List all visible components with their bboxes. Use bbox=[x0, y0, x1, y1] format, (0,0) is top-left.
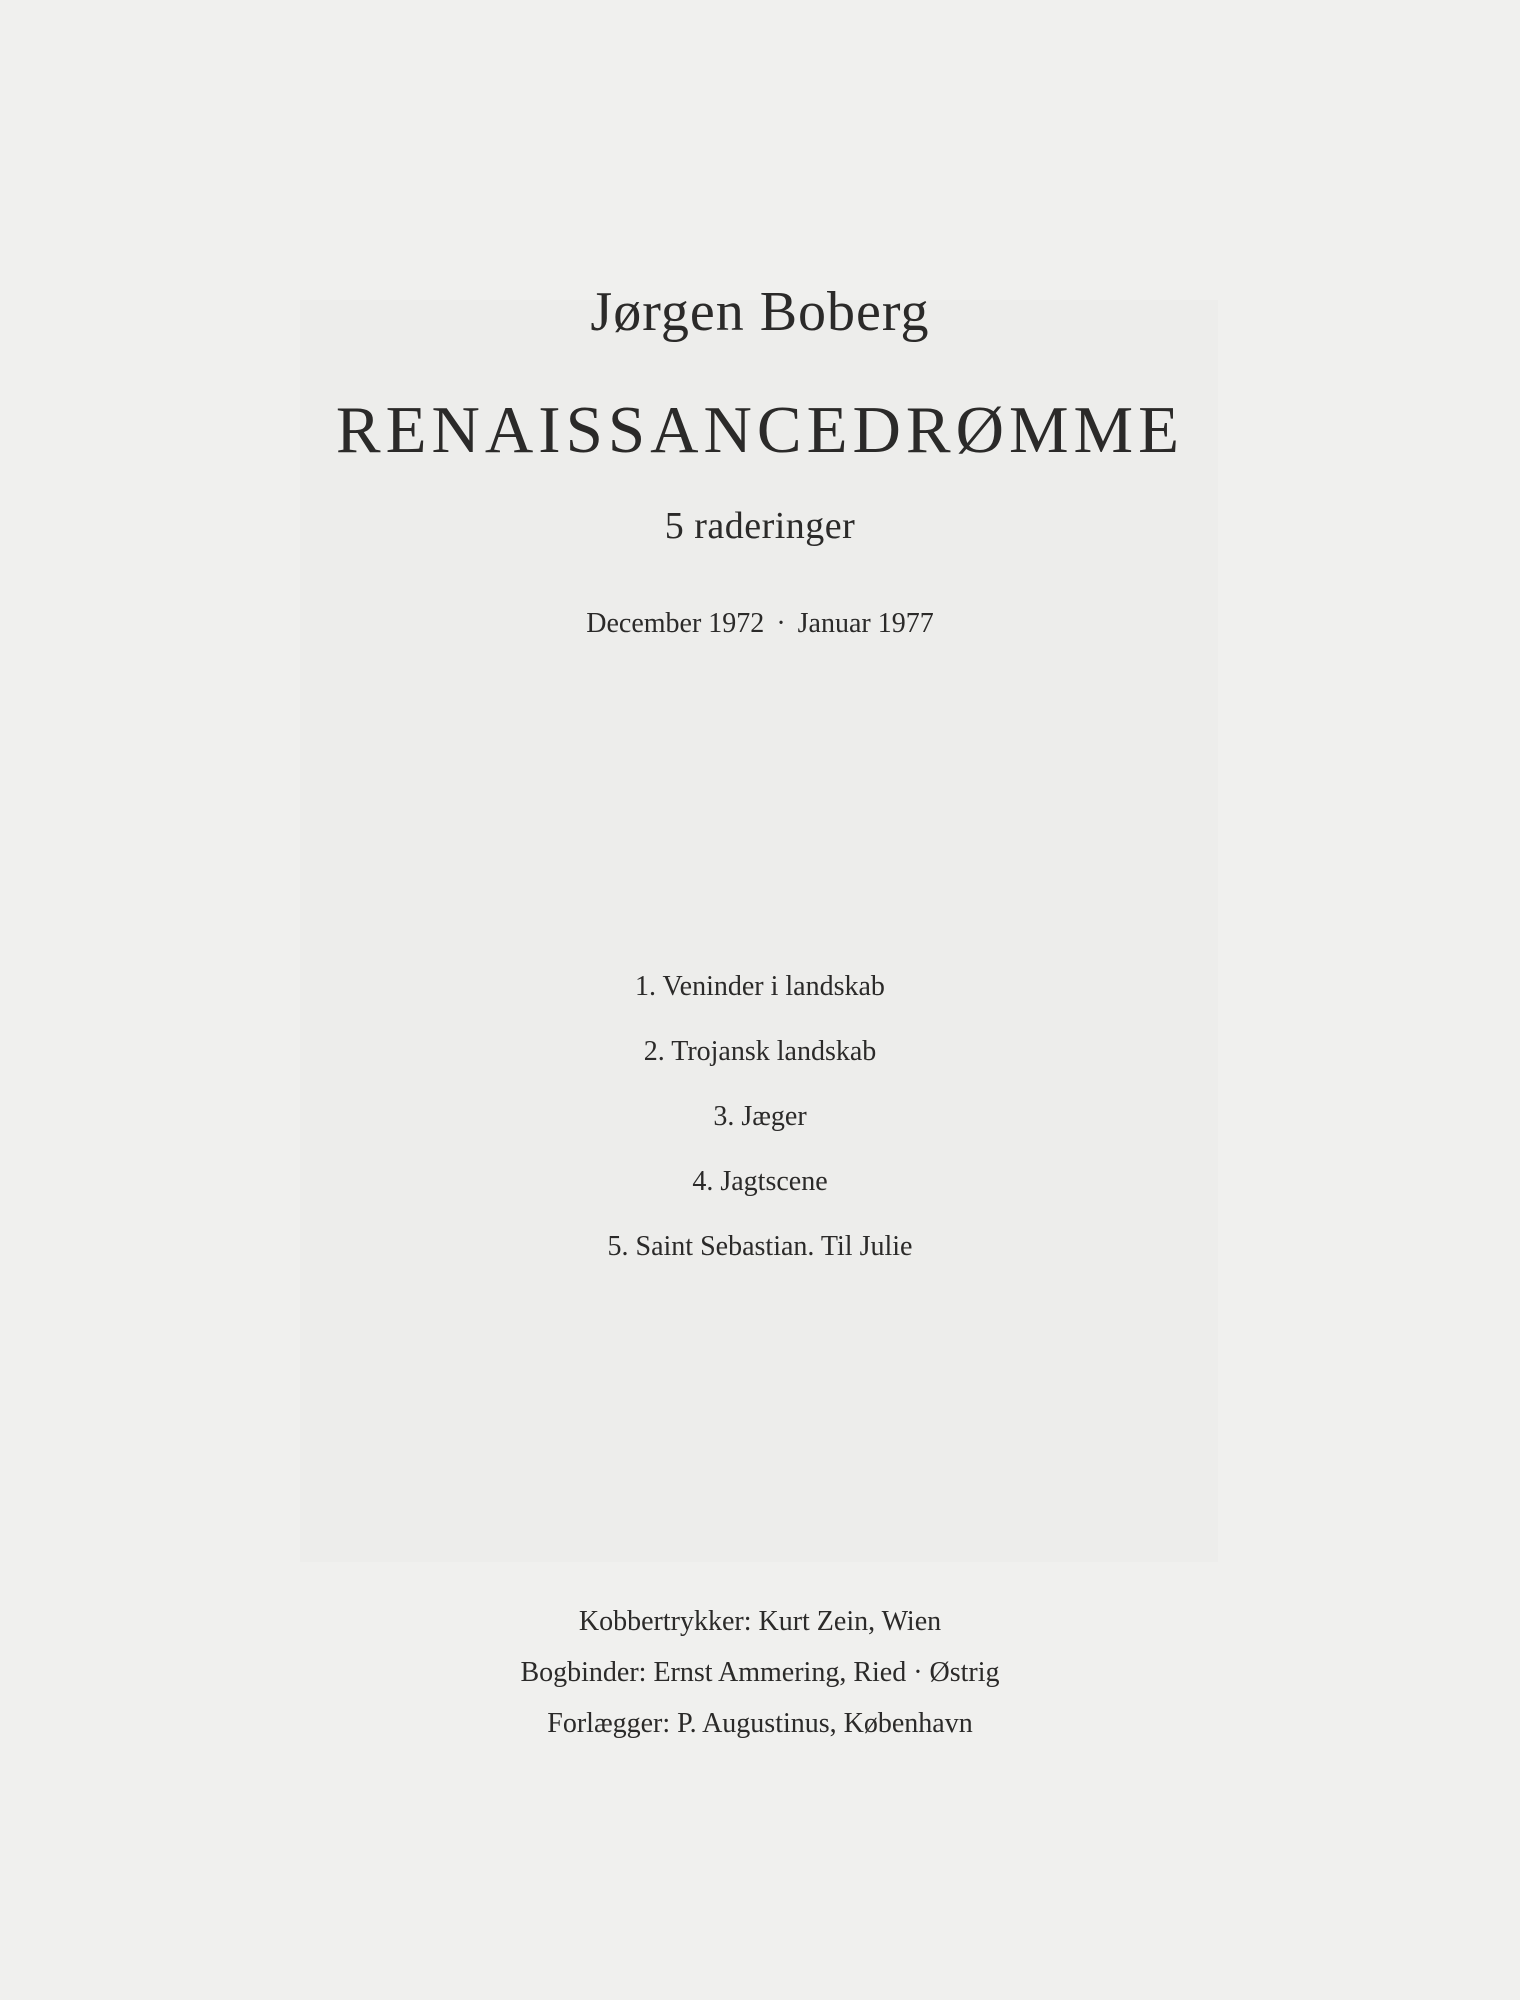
etchings-list bbox=[0, 954, 1520, 1279]
date-start: December 1972 bbox=[586, 608, 765, 639]
date-range bbox=[0, 606, 1520, 642]
plate-mark-area bbox=[300, 300, 1218, 1562]
credit-publisher: Forlægger: P. Augustinus, København bbox=[547, 1708, 973, 1739]
date-separator: · bbox=[776, 608, 786, 639]
credit-printer: Kobbertrykker: Kurt Zein, Wien bbox=[578, 1606, 942, 1637]
list-item: 4. Jagtscene bbox=[692, 1166, 828, 1197]
colophon-credits bbox=[0, 1596, 1520, 1749]
list-item: 1. Veninder i landskab bbox=[635, 971, 885, 1002]
list-item: 2. Trojansk landskab bbox=[643, 1036, 877, 1067]
list-item: 3. Jæger bbox=[713, 1101, 807, 1132]
list-item: 5. Saint Sebastian. Til Julie bbox=[607, 1231, 913, 1262]
work-subtitle: 5 raderinger bbox=[664, 505, 856, 547]
author-name: Jørgen Boberg bbox=[590, 281, 930, 343]
work-title: RENAISSANCEDRØMME bbox=[335, 393, 1185, 467]
credit-binder: Bogbinder: Ernst Ammering, Ried · Østrig bbox=[520, 1657, 1000, 1688]
date-end: Januar 1977 bbox=[797, 608, 934, 639]
